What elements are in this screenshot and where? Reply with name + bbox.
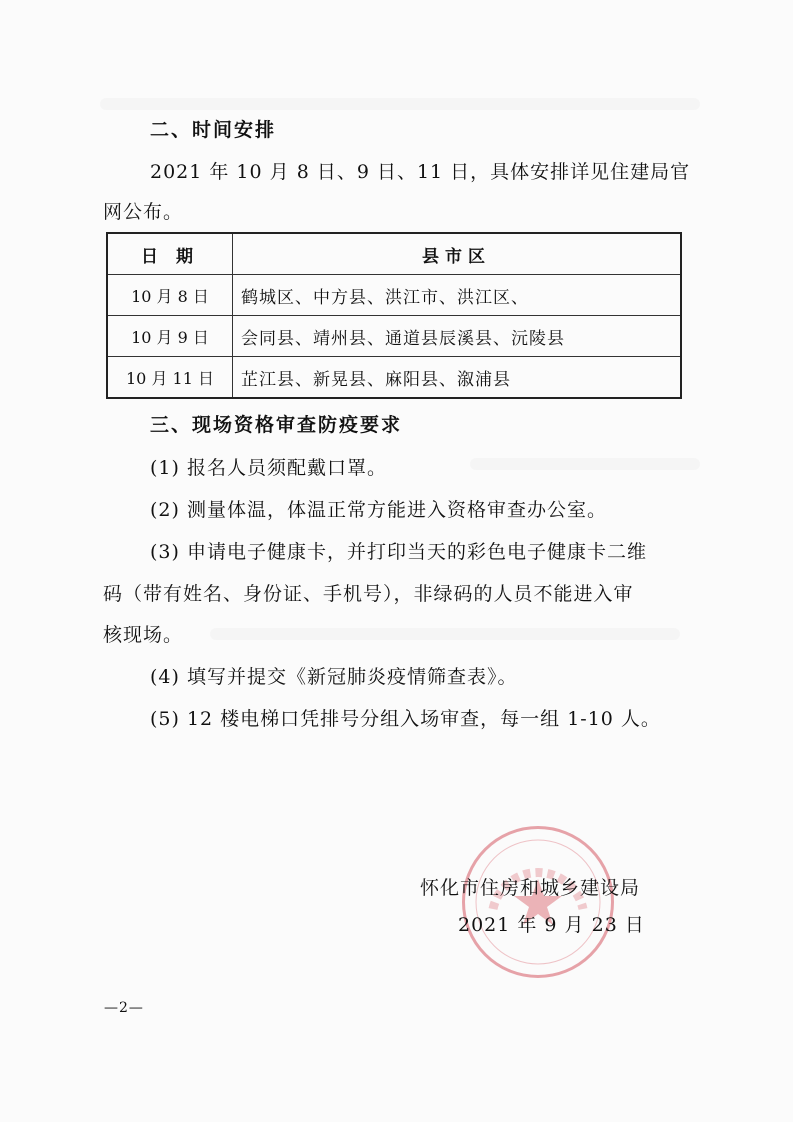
page-number: —2—: [104, 1000, 144, 1016]
requirement-item: (3) 申请电子健康卡，并打印当天的彩色电子健康卡二维: [150, 541, 647, 563]
table-header-row: [107, 233, 681, 275]
table-cell-date: 10 月 9 日: [107, 316, 233, 357]
section-two-title: 二、时间安排: [150, 119, 277, 141]
table-header-date: 日 期: [107, 233, 233, 275]
table-row: [107, 275, 681, 316]
bleed-through-mark: [100, 98, 700, 110]
table-cell-areas: 会同县、靖州县、通道县辰溪县、沅陵县: [233, 316, 682, 357]
official-seal: [462, 826, 614, 978]
signature-organization: 怀化市住房和城乡建设局: [420, 877, 641, 899]
requirement-item: (1) 报名人员须配戴口罩。: [150, 457, 387, 479]
table-cell-date: 10 月 11 日: [107, 357, 233, 399]
table-cell-areas: 鹤城区、中方县、洪江市、洪江区、: [233, 275, 682, 316]
requirement-item: (4) 填写并提交《新冠肺炎疫情筛查表》。: [150, 666, 518, 688]
table-header-area: 县市区: [233, 233, 682, 275]
requirement-item: (5) 12 楼电梯口凭排号分组入场审查，每一组 1-10 人。: [150, 708, 661, 730]
signature-date: 2021 年 9 月 23 日: [458, 914, 645, 936]
bleed-through-mark: [470, 458, 700, 470]
table-cell-date: 10 月 8 日: [107, 275, 233, 316]
table-row: [107, 316, 681, 357]
table-row: [107, 357, 681, 399]
section-two-paragraph-line: 2021 年 10 月 8 日、9 日、11 日，具体安排详见住建局官: [150, 161, 691, 183]
requirement-item-continuation: 码（带有姓名、身份证、手机号），非绿码的人员不能进入审: [103, 583, 634, 605]
section-three-title: 三、现场资格审查防疫要求: [150, 414, 403, 436]
section-two-paragraph-line: 网公布。: [103, 201, 184, 223]
table-cell-areas: 芷江县、新晃县、麻阳县、溆浦县: [233, 357, 682, 399]
requirement-item-continuation: 核现场。: [103, 624, 184, 646]
schedule-table: [106, 232, 682, 399]
bleed-through-mark: [210, 628, 680, 640]
requirement-item: (2) 测量体温，体温正常方能进入资格审查办公室。: [150, 499, 607, 521]
seal-star-icon: [465, 829, 611, 975]
